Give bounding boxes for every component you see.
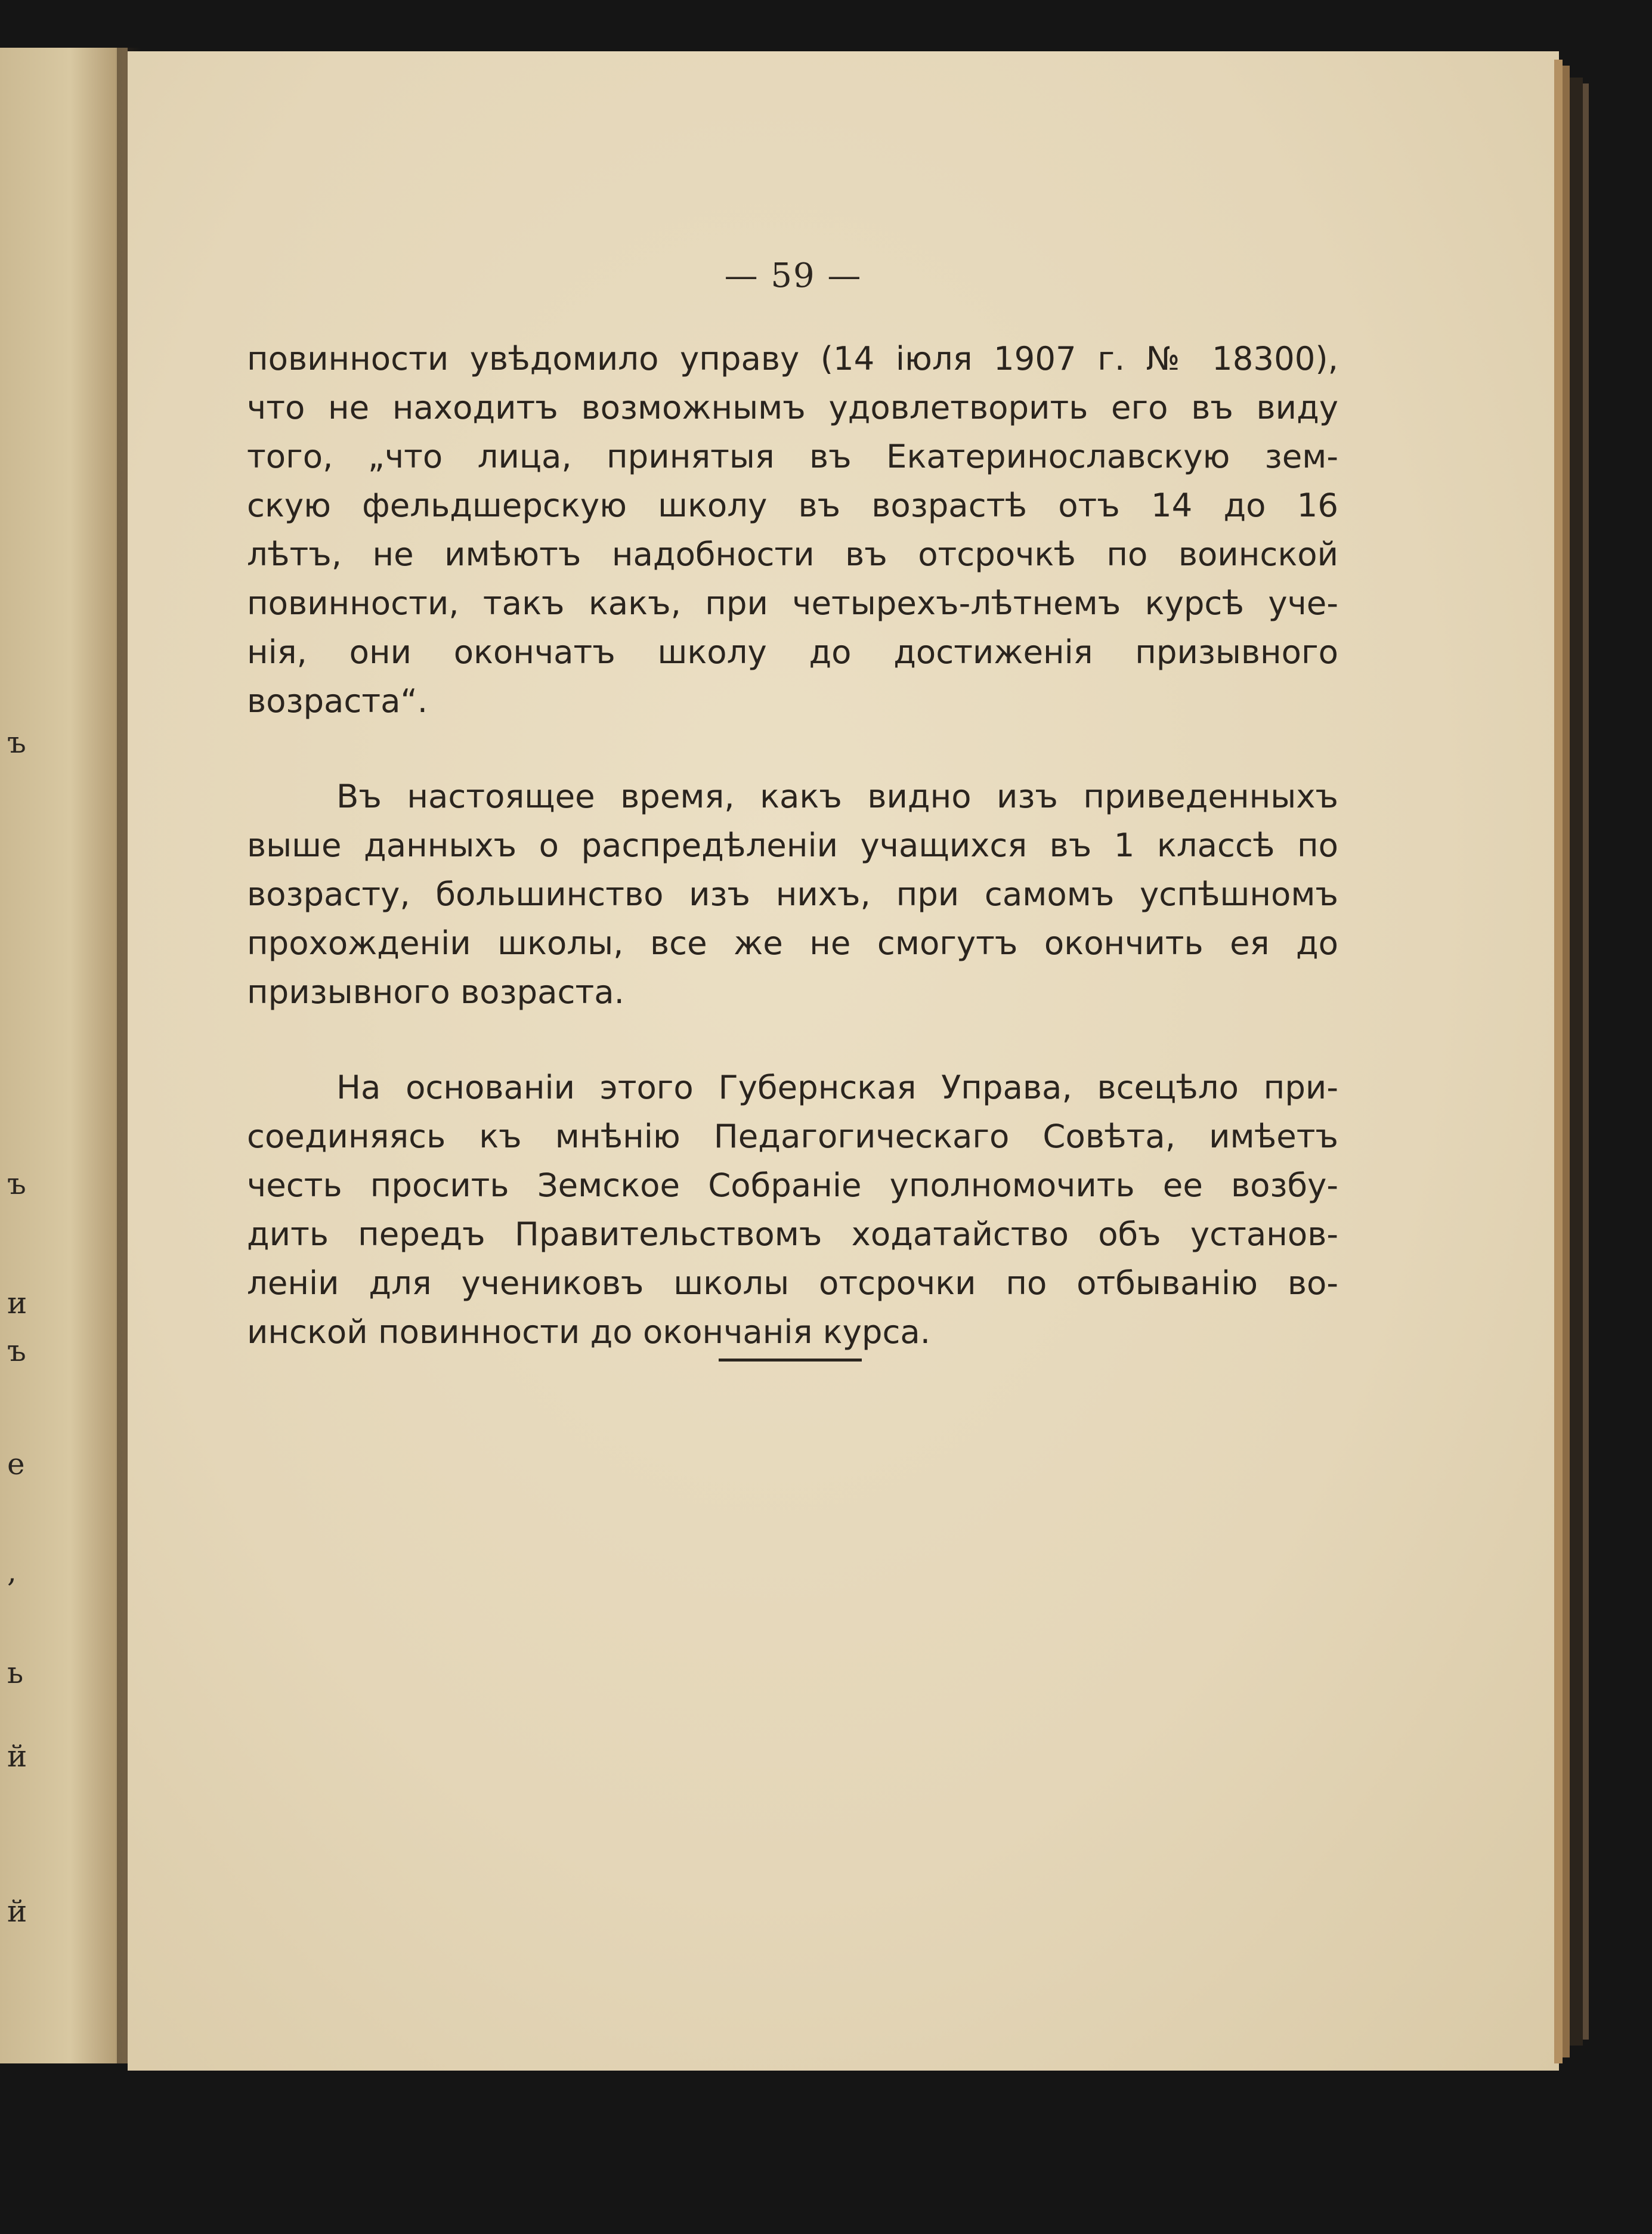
body-text	[247, 334, 1338, 1356]
text-line: дить передъ Правительствомъ ходатайство объ установ-	[247, 1215, 1338, 1253]
left-page-fragment: и	[7, 1286, 27, 1320]
text-line: прохожденіи школы, все же не смогутъ окончить ея до	[247, 924, 1338, 962]
text-line: повинности, такъ какъ, при четырехъ-лѣтнемъ курсѣ уче-	[247, 584, 1338, 622]
text-line: лѣтъ, не имѣютъ надобности въ отсрочкѣ по воинской	[247, 535, 1338, 573]
page-edge	[1563, 66, 1570, 2057]
text-line: призывного возраста.	[247, 973, 624, 1011]
page-edge	[1554, 60, 1563, 2063]
text-line: нія, они окончатъ школу до достиженія призывного	[247, 633, 1338, 671]
left-page-fragment: ъ	[7, 1166, 26, 1201]
text-line: скую фельдшерскую школу въ возрастѣ отъ 14 до 16	[247, 486, 1338, 524]
left-page-fragment: ъ	[7, 725, 26, 760]
text-line: что не находитъ возможнымъ удовлетворить его въ виду	[247, 388, 1338, 426]
text-line: леніи для учениковъ школы отсрочки по отбыванію во-	[247, 1264, 1338, 1302]
left-page-fragment: ь	[7, 1656, 24, 1690]
left-page-fragment: й	[7, 1894, 27, 1929]
text-line: честь просить Земское Собраніе уполномочить ее возбу-	[247, 1166, 1338, 1204]
left-page-fragment: ,	[7, 1554, 17, 1589]
text-line: Въ настоящее время, какъ видно изъ приведенныхъ	[336, 777, 1338, 815]
text-line: повинности увѣдомило управу (14 іюля 1907 г. № 18300),	[247, 339, 1338, 378]
text-line: возрасту, большинство изъ нихъ, при самомъ успѣшномъ	[247, 875, 1338, 913]
page-edge	[1570, 78, 1583, 2046]
text-line: соединяясь къ мнѣнію Педагогическаго Совѣта, имѣетъ	[247, 1117, 1338, 1155]
text-line: инской повинности до окончанія курса.	[247, 1313, 931, 1351]
left-page-fragment: й	[7, 1739, 27, 1774]
text-line: выше данныхъ о распредѣленіи учащихся въ 1 классѣ по	[247, 826, 1338, 864]
paragraph-gap	[247, 1016, 1338, 1063]
page-number: — 59 —	[724, 256, 862, 295]
left-page-fragment: е	[7, 1447, 25, 1481]
section-end-rule	[719, 1359, 862, 1362]
page-edge	[1583, 83, 1589, 2040]
text-line: того, „что лица, принятыя въ Екатеринославскую зем-	[247, 437, 1338, 475]
left-facing-page	[0, 48, 128, 2063]
paragraph-gap	[247, 725, 1338, 772]
text-line: возраста“.	[247, 682, 428, 720]
left-page-fragment: ъ	[7, 1333, 26, 1368]
text-line: На основаніи этого Губернская Управа, всецѣло при-	[336, 1068, 1338, 1106]
